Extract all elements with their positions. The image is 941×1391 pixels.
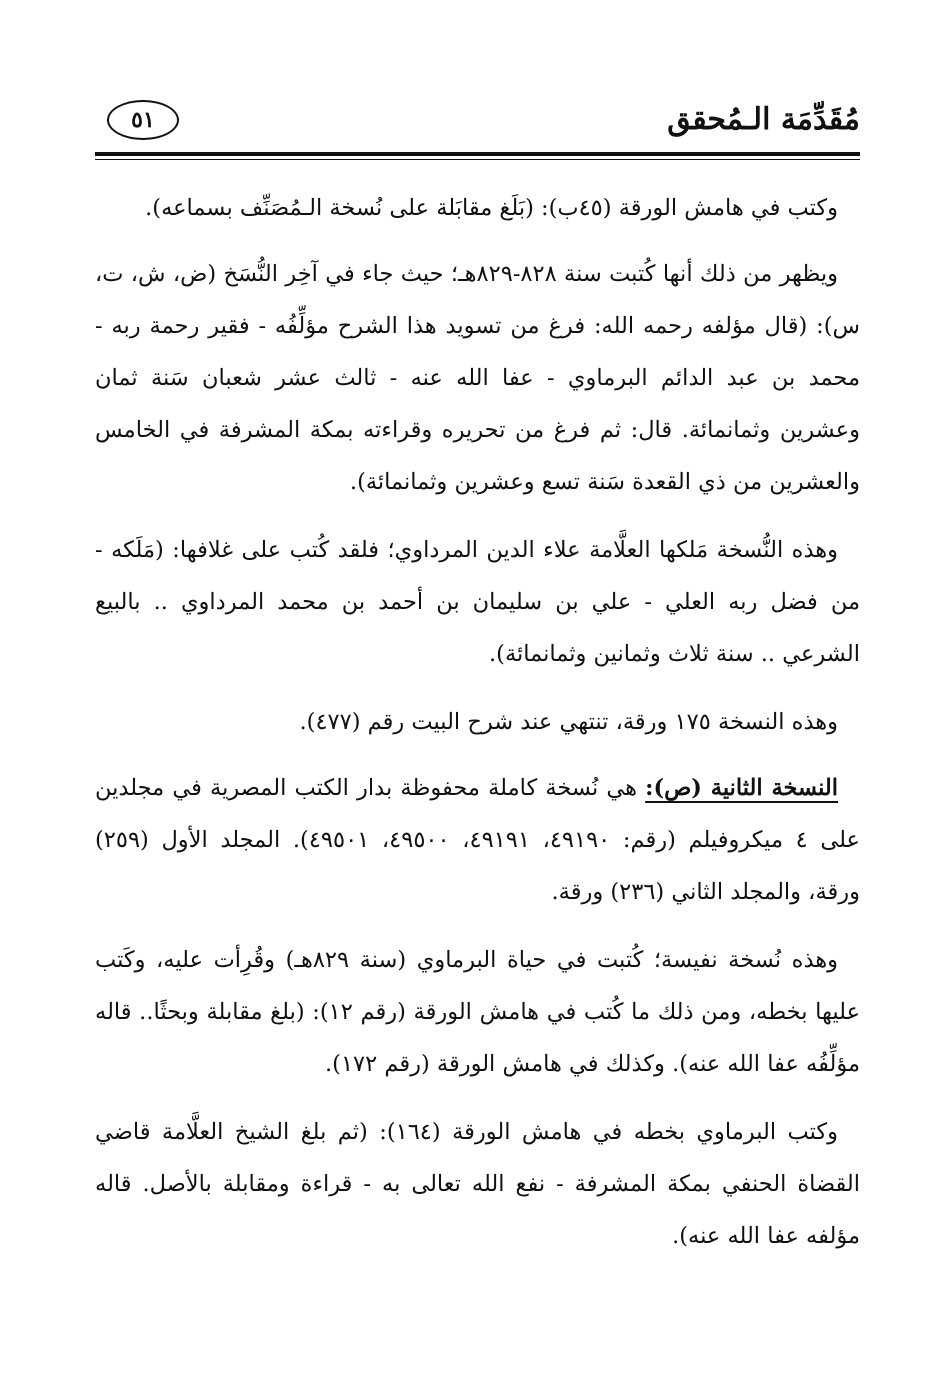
running-title: مُقَدِّمَة الـمُحقق	[667, 102, 860, 137]
page-header	[95, 92, 860, 152]
paragraph-folio-count: وهذه النسخة ١٧٥ ورقة، تنتهي عند شرح البيت رقم (٤٧٧).	[299, 709, 838, 735]
page-body	[95, 182, 860, 1278]
second-manuscript-text: هي نُسخة كاملة محفوظة بدار الكتب المصرية في مجلدين على ٤ ميكروفيلم (رقم: ٤٩١٩٠، ٤٩١٩١، ٤٩٥٠٠، ٤٩٥٠١). المجلد الأول (٢٥٩) ورقة، والمجلد الثاني (٢٣٦) ورقة.	[95, 775, 860, 905]
header-rule-thick	[95, 152, 860, 156]
paragraph-margin-note-164: وكتب البرماوي بخطه في هامش الورقة (١٦٤): (ثم بلغ الشيخ العلَّامة قاضي القضاة الحنفي بمكة المشرفة - نفع الله تعالى به - قراءة ومقابلة بالأصل. قاله مؤلفه عفا الله عنه).	[95, 1119, 860, 1249]
paragraph-margin-note-45b: وكتب في هامش الورقة (٤٥ب): (بَلَغ مقابَلة على نُسخة الـمُصَنِّف بسماعه).	[145, 195, 838, 221]
second-manuscript-heading: النسخة الثانية (ص):	[645, 775, 839, 801]
paragraph-ownership: وهذه النُّسخة مَلكها العلَّامة علاء الدين المرداوي؛ فلقد كُتب على غلافها: (مَلَكه - من فضل ربه العلي - علي بن سليمان بن أحمد بن محمد المرداوي .. بالبيع الشرعي .. سنة ثلاث وثمانين وثمانمائة).	[95, 537, 860, 667]
header-rule-thin	[95, 159, 860, 160]
paragraph-precious-copy: وهذه نُسخة نفيسة؛ كُتبت في حياة البرماوي (سنة ٨٢٩هـ) وقُرِأت عليه، وكَتب عليها بخطه، ومن ذلك ما كُتب في هامش الورقة (رقم ١٢): (بلغ مقابلة وبحثًا.. قاله مؤلِّفُه عفا الله عنه). وكذلك في هامش الورقة (رقم ١٧٢).	[95, 947, 861, 1077]
page-number-badge: ٥١	[107, 100, 179, 140]
paragraph-copy-date: ويظهر من ذلك أنها كُتبت سنة ٨٢٨-٨٢٩هـ؛ حيث جاء في آخِر النُّسَخ (ض، ش، ت، س): (قال مؤلفه رحمه الله: فرغ من تسويد هذا الشرح مؤلِّفُه - فقير رحمة ربه - محمد بن عبد الدائم البرماوي - عفا الله عنه - ثالث عشر شعبان سَنة ثمان وعشرين وثمانمائة. قال: ثم فرغ من تحريره وقراءته بمكة المشرفة في الخامس والعشرين من ذي القعدة سَنة تسع وعشرين وثمانمائة).	[95, 261, 860, 495]
paragraph-second-manuscript	[95, 762, 860, 918]
